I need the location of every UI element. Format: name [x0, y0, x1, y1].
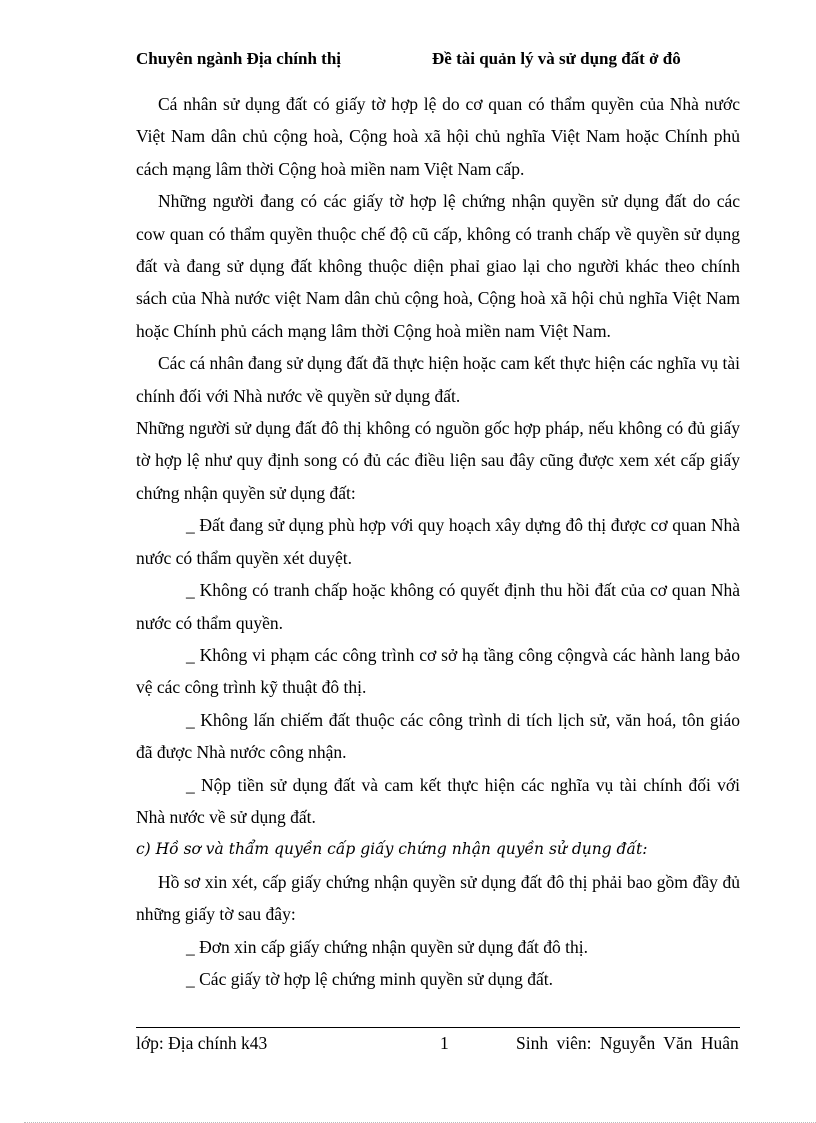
paragraph: Cá nhân sử dụng đất có giấy tờ hợp lệ do cơ quan có thẩm quyền của Nhà nước Việt Nam dân chủ cộng hoà, Cộng hoà xã hội chủ nghĩa Việt Nam hoặc Chính phủ cách mạng lâm thời Cộng hoà miền nam Việt Nam cấp.	[136, 94, 740, 179]
list-item: _ Đơn xin cấp giấy chứng nhận quyền sử dụng đất đô thị.	[186, 936, 588, 957]
header-topic: Đề tài quản lý và sử dụng đất ở đô	[432, 49, 681, 68]
section-heading: c) Hồ sơ và thẩm quyền cấp giấy chứng nhận quyền sử dụng đất:	[136, 840, 648, 859]
page-number: 1	[440, 1033, 449, 1053]
list-item: _ Không vi phạm các công trình cơ sở hạ tầng công cộngvà các hành lang bảo vệ các công trình kỹ thuật đô thị.	[136, 644, 740, 698]
list-item: _ Không lấn chiếm đất thuộc các công trình di tích lịch sử, văn hoá, tôn giáo đã được Nhà nước công nhận.	[136, 709, 740, 763]
list-item: _ Đất đang sử dụng phù hợp với quy hoạch xây dựng đô thị được cơ quan Nhà nước có thẩm quyền xét duyệt.	[136, 515, 740, 568]
header-major: Chuyên ngành Địa chính thị	[136, 49, 342, 68]
page-header	[136, 48, 746, 92]
document-body	[136, 88, 740, 995]
list-item: _ Các giấy tờ hợp lệ chứng minh quyền sử dụng đất.	[186, 968, 554, 989]
list-item: _ Không có tranh chấp hoặc không có quyết định thu hồi đất của cơ quan Nhà nước có thẩm quyền.	[136, 580, 740, 633]
paragraph: Hồ sơ xin xét, cấp giấy chứng nhận quyền sử dụng đất đô thị phải bao gồm đầy đủ những giấy tờ sau đây:	[136, 871, 740, 925]
footer-class: lớp: Địa chính k43	[136, 1033, 268, 1053]
paragraph: Những người đang có các giấy tờ hợp lệ chứng nhận quyền sử dụng đất do các cow quan có thẩm quyền thuộc chế độ cũ cấp, không có tranh chấp về quyền sử dụng đất và đang sử dụng đất không thuộc diện phaỉ giao lại cho người khác theo chính sách của Nhà nước việt Nam dân chủ cộng hoà, Cộng hoà xã hội chủ nghĩa Việt Nam hoặc Chính phủ cách mạng lâm thời Cộng hoà miền nam Việt Nam.	[136, 191, 740, 341]
list-item: _ Nộp tiền sử dụng đất và cam kết thực hiện các nghĩa vụ tài chính đối với Nhà nước về sử dụng đất.	[136, 774, 740, 827]
paragraph: Các cá nhân đang sử dụng đất đã thực hiện hoặc cam kết thực hiện các nghĩa vụ tài chính đối với Nhà nước về quyền sử dụng đất.	[136, 353, 740, 406]
footer-divider	[136, 1027, 740, 1028]
footer-student: Sinh viên: Nguyễn Văn Huân	[516, 1033, 739, 1053]
page-footer	[136, 1032, 740, 1082]
paragraph: Những người sử dụng đất đô thị không có nguồn gốc hợp pháp, nếu không có đủ giấy tờ hợp lệ như quy định song có đủ các điều liện sau đây cũng được xem xét cấp giấy chứng nhận quyền sử dụng đất:	[136, 418, 740, 503]
